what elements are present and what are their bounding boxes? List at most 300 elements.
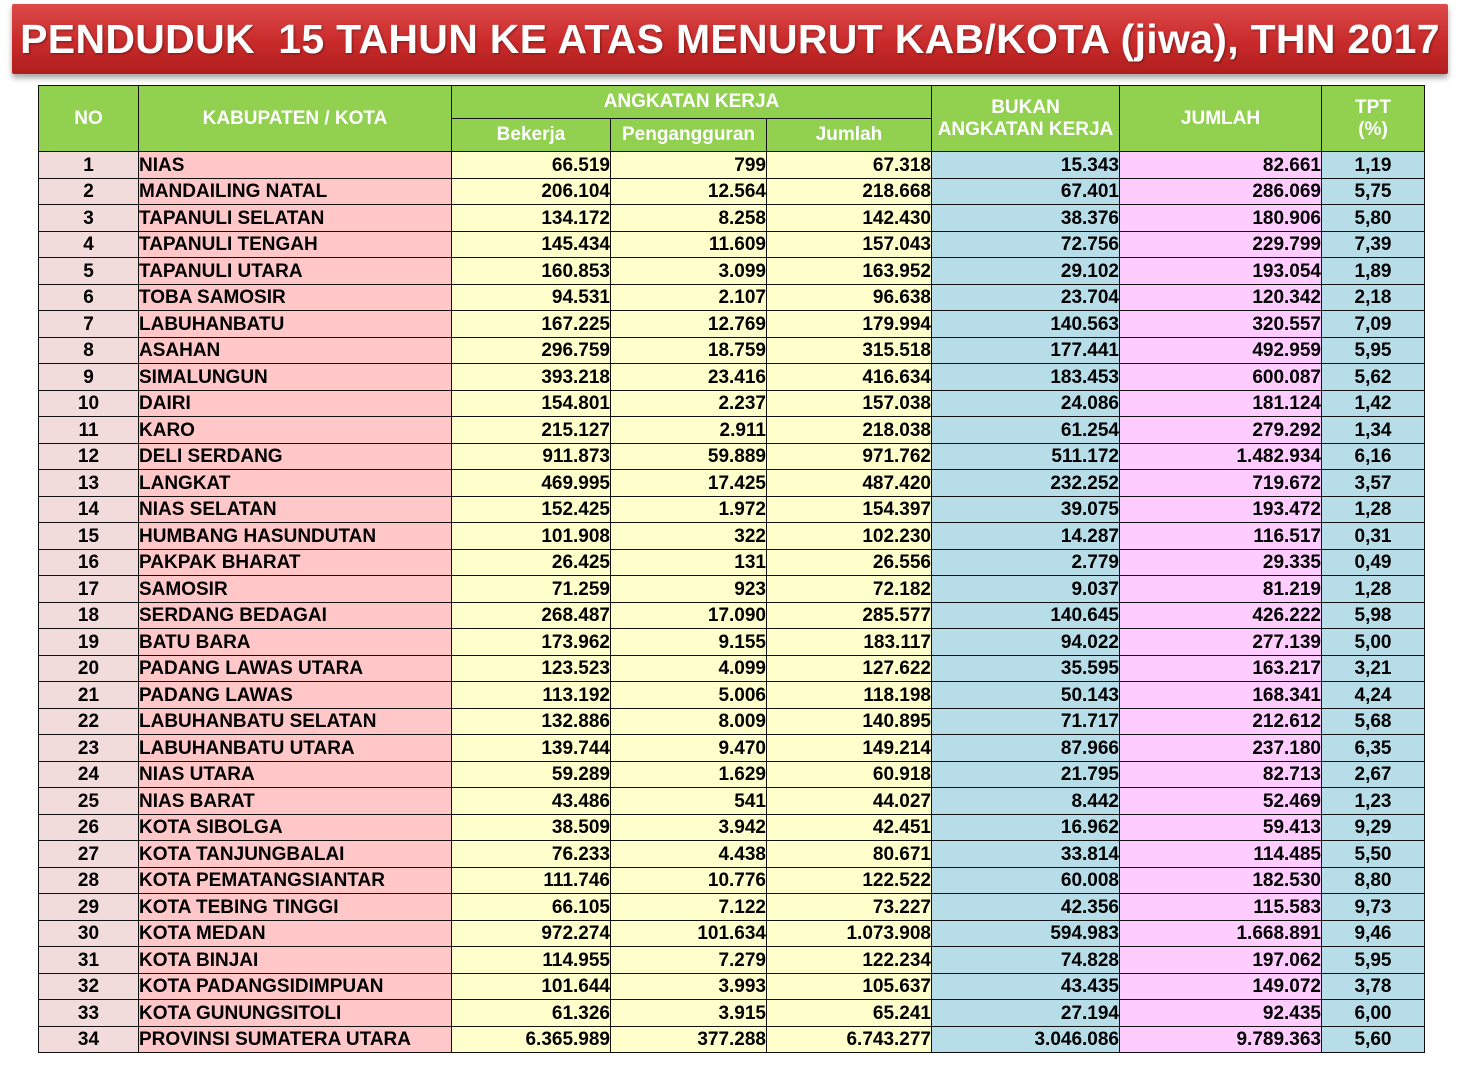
- cell-bukan-angkatan-kerja: 140.563: [932, 311, 1120, 338]
- cell-no: 3: [39, 205, 139, 232]
- header-bekerja: Bekerja: [452, 119, 611, 152]
- table-row: [39, 523, 1425, 550]
- cell-no: 2: [39, 178, 139, 205]
- cell-no: 24: [39, 761, 139, 788]
- cell-jumlah: 29.335: [1120, 549, 1322, 576]
- cell-bukan-angkatan-kerja: 33.814: [932, 841, 1120, 868]
- cell-tpt: 5,00: [1322, 629, 1425, 656]
- cell-bukan-angkatan-kerja: 3.046.086: [932, 1026, 1120, 1053]
- cell-bekerja: 167.225: [452, 311, 611, 338]
- cell-tpt: 1,28: [1322, 496, 1425, 523]
- cell-jumlah-ak: 80.671: [767, 841, 932, 868]
- cell-kabupaten: NIAS UTARA: [139, 761, 452, 788]
- cell-no: 15: [39, 523, 139, 550]
- cell-jumlah-ak: 65.241: [767, 1000, 932, 1027]
- cell-kabupaten: DELI SERDANG: [139, 443, 452, 470]
- cell-jumlah: 193.054: [1120, 258, 1322, 285]
- cell-bekerja: 113.192: [452, 682, 611, 709]
- header-angkatan-kerja: ANGKATAN KERJA: [452, 86, 932, 119]
- cell-no: 10: [39, 390, 139, 417]
- cell-kabupaten: HUMBANG HASUNDUTAN: [139, 523, 452, 550]
- cell-pengangguran: 322: [611, 523, 767, 550]
- cell-bukan-angkatan-kerja: 9.037: [932, 576, 1120, 603]
- cell-kabupaten: BATU BARA: [139, 629, 452, 656]
- cell-kabupaten: KOTA BINJAI: [139, 947, 452, 974]
- header-tpt: [1322, 86, 1425, 152]
- cell-no: 12: [39, 443, 139, 470]
- cell-bukan-angkatan-kerja: 72.756: [932, 231, 1120, 258]
- cell-bekerja: 469.995: [452, 470, 611, 497]
- cell-pengangguran: 4.438: [611, 841, 767, 868]
- cell-jumlah-ak: 183.117: [767, 629, 932, 656]
- cell-bekerja: 66.519: [452, 152, 611, 179]
- cell-jumlah-ak: 179.994: [767, 311, 932, 338]
- table-row: [39, 152, 1425, 179]
- cell-tpt: 1,23: [1322, 788, 1425, 815]
- header-tpt-line2: (%): [1358, 118, 1388, 140]
- population-table: [38, 85, 1425, 1053]
- cell-bukan-angkatan-kerja: 87.966: [932, 735, 1120, 762]
- cell-jumlah: 426.222: [1120, 602, 1322, 629]
- cell-tpt: 5,95: [1322, 947, 1425, 974]
- cell-jumlah: 116.517: [1120, 523, 1322, 550]
- cell-bukan-angkatan-kerja: 232.252: [932, 470, 1120, 497]
- cell-kabupaten: TAPANULI TENGAH: [139, 231, 452, 258]
- cell-no: 20: [39, 655, 139, 682]
- cell-kabupaten: LABUHANBATU: [139, 311, 452, 338]
- cell-jumlah-ak: 149.214: [767, 735, 932, 762]
- cell-jumlah: 181.124: [1120, 390, 1322, 417]
- table-header: [39, 86, 1425, 152]
- table-row: [39, 443, 1425, 470]
- cell-pengangguran: 7.279: [611, 947, 767, 974]
- cell-tpt: 7,09: [1322, 311, 1425, 338]
- cell-tpt: 6,00: [1322, 1000, 1425, 1027]
- cell-tpt: 0,49: [1322, 549, 1425, 576]
- cell-no: 19: [39, 629, 139, 656]
- cell-jumlah: 320.557: [1120, 311, 1322, 338]
- cell-bukan-angkatan-kerja: 29.102: [932, 258, 1120, 285]
- cell-bekerja: 139.744: [452, 735, 611, 762]
- table-row: [39, 655, 1425, 682]
- cell-kabupaten: PADANG LAWAS UTARA: [139, 655, 452, 682]
- cell-kabupaten: KOTA GUNUNGSITOLI: [139, 1000, 452, 1027]
- cell-jumlah-ak: 42.451: [767, 814, 932, 841]
- cell-jumlah-ak: 142.430: [767, 205, 932, 232]
- cell-kabupaten: KOTA PEMATANGSIANTAR: [139, 867, 452, 894]
- cell-jumlah: 1.482.934: [1120, 443, 1322, 470]
- cell-bekerja: 132.886: [452, 708, 611, 735]
- cell-no: 8: [39, 337, 139, 364]
- cell-bukan-angkatan-kerja: 24.086: [932, 390, 1120, 417]
- cell-jumlah: 52.469: [1120, 788, 1322, 815]
- cell-no: 9: [39, 364, 139, 391]
- cell-kabupaten: KOTA PADANGSIDIMPUAN: [139, 973, 452, 1000]
- cell-bekerja: 215.127: [452, 417, 611, 444]
- table-row: [39, 205, 1425, 232]
- cell-bukan-angkatan-kerja: 94.022: [932, 629, 1120, 656]
- cell-jumlah-ak: 971.762: [767, 443, 932, 470]
- cell-tpt: 1,19: [1322, 152, 1425, 179]
- cell-pengangguran: 10.776: [611, 867, 767, 894]
- cell-jumlah: 9.789.363: [1120, 1026, 1322, 1053]
- cell-tpt: 9,29: [1322, 814, 1425, 841]
- cell-kabupaten: PADANG LAWAS: [139, 682, 452, 709]
- table-row: [39, 576, 1425, 603]
- cell-jumlah: 168.341: [1120, 682, 1322, 709]
- cell-pengangguran: 9.155: [611, 629, 767, 656]
- cell-kabupaten: NIAS SELATAN: [139, 496, 452, 523]
- cell-no: 7: [39, 311, 139, 338]
- cell-pengangguran: 8.258: [611, 205, 767, 232]
- cell-bukan-angkatan-kerja: 39.075: [932, 496, 1120, 523]
- cell-jumlah-ak: 72.182: [767, 576, 932, 603]
- cell-jumlah-ak: 60.918: [767, 761, 932, 788]
- cell-pengangguran: 3.099: [611, 258, 767, 285]
- table-row: [39, 1026, 1425, 1053]
- table-row: [39, 496, 1425, 523]
- cell-kabupaten: TOBA SAMOSIR: [139, 284, 452, 311]
- cell-kabupaten: PAKPAK BHARAT: [139, 549, 452, 576]
- cell-jumlah-ak: 157.038: [767, 390, 932, 417]
- table-row: [39, 602, 1425, 629]
- cell-bekerja: 114.955: [452, 947, 611, 974]
- cell-tpt: 3,57: [1322, 470, 1425, 497]
- cell-pengangguran: 3.915: [611, 1000, 767, 1027]
- table-row: [39, 735, 1425, 762]
- cell-pengangguran: 17.425: [611, 470, 767, 497]
- header-bukan-angkatan-kerja: [932, 86, 1120, 152]
- cell-tpt: 5,95: [1322, 337, 1425, 364]
- table-row: [39, 337, 1425, 364]
- cell-kabupaten: KOTA MEDAN: [139, 920, 452, 947]
- cell-tpt: 5,75: [1322, 178, 1425, 205]
- cell-no: 22: [39, 708, 139, 735]
- cell-kabupaten: MANDAILING NATAL: [139, 178, 452, 205]
- table-row: [39, 920, 1425, 947]
- cell-bekerja: 173.962: [452, 629, 611, 656]
- cell-kabupaten: SIMALUNGUN: [139, 364, 452, 391]
- cell-tpt: 1,89: [1322, 258, 1425, 285]
- cell-bukan-angkatan-kerja: 511.172: [932, 443, 1120, 470]
- cell-jumlah-ak: 416.634: [767, 364, 932, 391]
- cell-tpt: 1,34: [1322, 417, 1425, 444]
- cell-pengangguran: 59.889: [611, 443, 767, 470]
- cell-bekerja: 268.487: [452, 602, 611, 629]
- cell-bekerja: 71.259: [452, 576, 611, 603]
- cell-tpt: 5,98: [1322, 602, 1425, 629]
- cell-bukan-angkatan-kerja: 38.376: [932, 205, 1120, 232]
- cell-no: 17: [39, 576, 139, 603]
- cell-no: 13: [39, 470, 139, 497]
- cell-pengangguran: 2.911: [611, 417, 767, 444]
- cell-bukan-angkatan-kerja: 43.435: [932, 973, 1120, 1000]
- cell-bekerja: 101.644: [452, 973, 611, 1000]
- cell-pengangguran: 541: [611, 788, 767, 815]
- cell-jumlah: 182.530: [1120, 867, 1322, 894]
- header-bukan-line1: BUKAN: [991, 96, 1060, 118]
- table-row: [39, 470, 1425, 497]
- cell-pengangguran: 9.470: [611, 735, 767, 762]
- cell-no: 11: [39, 417, 139, 444]
- cell-jumlah: 120.342: [1120, 284, 1322, 311]
- cell-no: 29: [39, 894, 139, 921]
- cell-pengangguran: 131: [611, 549, 767, 576]
- cell-tpt: 2,18: [1322, 284, 1425, 311]
- cell-jumlah-ak: 154.397: [767, 496, 932, 523]
- cell-jumlah-ak: 118.198: [767, 682, 932, 709]
- cell-kabupaten: KOTA TANJUNGBALAI: [139, 841, 452, 868]
- table-row: [39, 708, 1425, 735]
- table-row: [39, 867, 1425, 894]
- cell-tpt: 5,62: [1322, 364, 1425, 391]
- cell-bukan-angkatan-kerja: 594.983: [932, 920, 1120, 947]
- cell-bekerja: 134.172: [452, 205, 611, 232]
- cell-pengangguran: 2.237: [611, 390, 767, 417]
- cell-pengangguran: 23.416: [611, 364, 767, 391]
- header-pengangguran: Pengangguran: [611, 119, 767, 152]
- table-row: [39, 788, 1425, 815]
- cell-bukan-angkatan-kerja: 60.008: [932, 867, 1120, 894]
- cell-bekerja: 26.425: [452, 549, 611, 576]
- cell-jumlah-ak: 44.027: [767, 788, 932, 815]
- cell-jumlah: 600.087: [1120, 364, 1322, 391]
- cell-jumlah: 229.799: [1120, 231, 1322, 258]
- cell-jumlah-ak: 218.038: [767, 417, 932, 444]
- cell-bukan-angkatan-kerja: 183.453: [932, 364, 1120, 391]
- cell-bekerja: 38.509: [452, 814, 611, 841]
- cell-tpt: 2,67: [1322, 761, 1425, 788]
- cell-pengangguran: 4.099: [611, 655, 767, 682]
- cell-bukan-angkatan-kerja: 177.441: [932, 337, 1120, 364]
- table-row: [39, 841, 1425, 868]
- cell-jumlah-ak: 6.743.277: [767, 1026, 932, 1053]
- cell-bukan-angkatan-kerja: 2.779: [932, 549, 1120, 576]
- cell-jumlah-ak: 127.622: [767, 655, 932, 682]
- cell-bekerja: 972.274: [452, 920, 611, 947]
- cell-kabupaten: SERDANG BEDAGAI: [139, 602, 452, 629]
- cell-tpt: 5,68: [1322, 708, 1425, 735]
- cell-kabupaten: NIAS: [139, 152, 452, 179]
- cell-no: 31: [39, 947, 139, 974]
- cell-bukan-angkatan-kerja: 74.828: [932, 947, 1120, 974]
- cell-pengangguran: 18.759: [611, 337, 767, 364]
- cell-tpt: 1,42: [1322, 390, 1425, 417]
- cell-bukan-angkatan-kerja: 67.401: [932, 178, 1120, 205]
- cell-tpt: 5,60: [1322, 1026, 1425, 1053]
- cell-kabupaten: ASAHAN: [139, 337, 452, 364]
- cell-jumlah: 279.292: [1120, 417, 1322, 444]
- table-row: [39, 947, 1425, 974]
- cell-no: 28: [39, 867, 139, 894]
- cell-pengangguran: 5.006: [611, 682, 767, 709]
- cell-kabupaten: PROVINSI SUMATERA UTARA: [139, 1026, 452, 1053]
- cell-pengangguran: 17.090: [611, 602, 767, 629]
- cell-tpt: 5,80: [1322, 205, 1425, 232]
- cell-no: 4: [39, 231, 139, 258]
- cell-bekerja: 61.326: [452, 1000, 611, 1027]
- header-kabupaten: KABUPATEN / KOTA: [139, 86, 452, 152]
- cell-kabupaten: LABUHANBATU UTARA: [139, 735, 452, 762]
- cell-jumlah-ak: 315.518: [767, 337, 932, 364]
- cell-bekerja: 111.746: [452, 867, 611, 894]
- cell-no: 23: [39, 735, 139, 762]
- cell-pengangguran: 1.972: [611, 496, 767, 523]
- cell-tpt: 4,24: [1322, 682, 1425, 709]
- cell-no: 33: [39, 1000, 139, 1027]
- cell-jumlah-ak: 96.638: [767, 284, 932, 311]
- table-row: [39, 390, 1425, 417]
- cell-kabupaten: LANGKAT: [139, 470, 452, 497]
- cell-jumlah: 1.668.891: [1120, 920, 1322, 947]
- cell-bekerja: 43.486: [452, 788, 611, 815]
- cell-jumlah: 237.180: [1120, 735, 1322, 762]
- table-body: [39, 152, 1425, 1053]
- cell-kabupaten: DAIRI: [139, 390, 452, 417]
- cell-no: 34: [39, 1026, 139, 1053]
- cell-no: 21: [39, 682, 139, 709]
- cell-pengangguran: 7.122: [611, 894, 767, 921]
- cell-bukan-angkatan-kerja: 42.356: [932, 894, 1120, 921]
- cell-pengangguran: 377.288: [611, 1026, 767, 1053]
- cell-tpt: 9,73: [1322, 894, 1425, 921]
- cell-jumlah: 92.435: [1120, 1000, 1322, 1027]
- cell-jumlah: 149.072: [1120, 973, 1322, 1000]
- cell-kabupaten: NIAS BARAT: [139, 788, 452, 815]
- cell-pengangguran: 3.942: [611, 814, 767, 841]
- cell-jumlah-ak: 285.577: [767, 602, 932, 629]
- cell-tpt: 6,35: [1322, 735, 1425, 762]
- cell-bukan-angkatan-kerja: 27.194: [932, 1000, 1120, 1027]
- cell-bukan-angkatan-kerja: 14.287: [932, 523, 1120, 550]
- cell-bekerja: 393.218: [452, 364, 611, 391]
- table-row: [39, 417, 1425, 444]
- cell-pengangguran: 12.769: [611, 311, 767, 338]
- cell-bukan-angkatan-kerja: 71.717: [932, 708, 1120, 735]
- table-row: [39, 549, 1425, 576]
- cell-jumlah: 82.661: [1120, 152, 1322, 179]
- cell-tpt: 5,50: [1322, 841, 1425, 868]
- cell-bekerja: 123.523: [452, 655, 611, 682]
- cell-tpt: 1,28: [1322, 576, 1425, 603]
- table-row: [39, 761, 1425, 788]
- cell-jumlah: 197.062: [1120, 947, 1322, 974]
- cell-no: 1: [39, 152, 139, 179]
- cell-kabupaten: KOTA SIBOLGA: [139, 814, 452, 841]
- cell-bukan-angkatan-kerja: 23.704: [932, 284, 1120, 311]
- cell-jumlah: 193.472: [1120, 496, 1322, 523]
- cell-pengangguran: 12.564: [611, 178, 767, 205]
- cell-jumlah: 212.612: [1120, 708, 1322, 735]
- cell-jumlah: 719.672: [1120, 470, 1322, 497]
- cell-jumlah: 81.219: [1120, 576, 1322, 603]
- cell-bukan-angkatan-kerja: 15.343: [932, 152, 1120, 179]
- cell-bekerja: 160.853: [452, 258, 611, 285]
- cell-jumlah-ak: 163.952: [767, 258, 932, 285]
- cell-bekerja: 66.105: [452, 894, 611, 921]
- cell-jumlah: 492.959: [1120, 337, 1322, 364]
- cell-bekerja: 59.289: [452, 761, 611, 788]
- cell-jumlah: 163.217: [1120, 655, 1322, 682]
- cell-bekerja: 94.531: [452, 284, 611, 311]
- cell-tpt: 9,46: [1322, 920, 1425, 947]
- cell-pengangguran: 799: [611, 152, 767, 179]
- cell-bekerja: 6.365.989: [452, 1026, 611, 1053]
- cell-pengangguran: 11.609: [611, 231, 767, 258]
- cell-jumlah: 114.485: [1120, 841, 1322, 868]
- cell-no: 26: [39, 814, 139, 841]
- cell-pengangguran: 2.107: [611, 284, 767, 311]
- cell-bukan-angkatan-kerja: 16.962: [932, 814, 1120, 841]
- header-bukan-line2: ANGKATAN KERJA: [937, 118, 1114, 140]
- cell-no: 32: [39, 973, 139, 1000]
- cell-no: 16: [39, 549, 139, 576]
- cell-pengangguran: 101.634: [611, 920, 767, 947]
- table-row: [39, 258, 1425, 285]
- cell-bukan-angkatan-kerja: 8.442: [932, 788, 1120, 815]
- cell-kabupaten: TAPANULI UTARA: [139, 258, 452, 285]
- cell-jumlah: 59.413: [1120, 814, 1322, 841]
- cell-pengangguran: 3.993: [611, 973, 767, 1000]
- cell-bukan-angkatan-kerja: 50.143: [932, 682, 1120, 709]
- table-row: [39, 682, 1425, 709]
- header-jumlah: JUMLAH: [1120, 86, 1322, 152]
- cell-kabupaten: KARO: [139, 417, 452, 444]
- cell-bukan-angkatan-kerja: 61.254: [932, 417, 1120, 444]
- cell-kabupaten: SAMOSIR: [139, 576, 452, 603]
- table-row: [39, 178, 1425, 205]
- cell-no: 27: [39, 841, 139, 868]
- table-row: [39, 1000, 1425, 1027]
- cell-no: 14: [39, 496, 139, 523]
- cell-no: 25: [39, 788, 139, 815]
- table-row: [39, 973, 1425, 1000]
- cell-jumlah-ak: 102.230: [767, 523, 932, 550]
- table-row: [39, 814, 1425, 841]
- cell-tpt: 8,80: [1322, 867, 1425, 894]
- cell-no: 30: [39, 920, 139, 947]
- cell-jumlah-ak: 122.234: [767, 947, 932, 974]
- cell-jumlah-ak: 487.420: [767, 470, 932, 497]
- cell-pengangguran: 923: [611, 576, 767, 603]
- cell-tpt: 0,31: [1322, 523, 1425, 550]
- cell-pengangguran: 8.009: [611, 708, 767, 735]
- cell-bukan-angkatan-kerja: 21.795: [932, 761, 1120, 788]
- cell-jumlah: 277.139: [1120, 629, 1322, 656]
- cell-kabupaten: KOTA TEBING TINGGI: [139, 894, 452, 921]
- cell-bekerja: 145.434: [452, 231, 611, 258]
- header-tpt-line1: TPT: [1355, 96, 1391, 118]
- table-row: [39, 894, 1425, 921]
- cell-jumlah-ak: 140.895: [767, 708, 932, 735]
- cell-bekerja: 154.801: [452, 390, 611, 417]
- cell-bekerja: 76.233: [452, 841, 611, 868]
- cell-bekerja: 101.908: [452, 523, 611, 550]
- cell-jumlah-ak: 26.556: [767, 549, 932, 576]
- cell-tpt: 3,21: [1322, 655, 1425, 682]
- cell-jumlah-ak: 73.227: [767, 894, 932, 921]
- table-row: [39, 284, 1425, 311]
- cell-jumlah-ak: 105.637: [767, 973, 932, 1000]
- cell-jumlah: 286.069: [1120, 178, 1322, 205]
- header-jumlah-ak: Jumlah: [767, 119, 932, 152]
- cell-bukan-angkatan-kerja: 35.595: [932, 655, 1120, 682]
- cell-no: 18: [39, 602, 139, 629]
- page-title: PENDUDUK 15 TAHUN KE ATAS MENURUT KAB/KOTA (jiwa), THN 2017: [12, 4, 1448, 74]
- cell-jumlah-ak: 1.073.908: [767, 920, 932, 947]
- cell-kabupaten: LABUHANBATU SELATAN: [139, 708, 452, 735]
- cell-tpt: 7,39: [1322, 231, 1425, 258]
